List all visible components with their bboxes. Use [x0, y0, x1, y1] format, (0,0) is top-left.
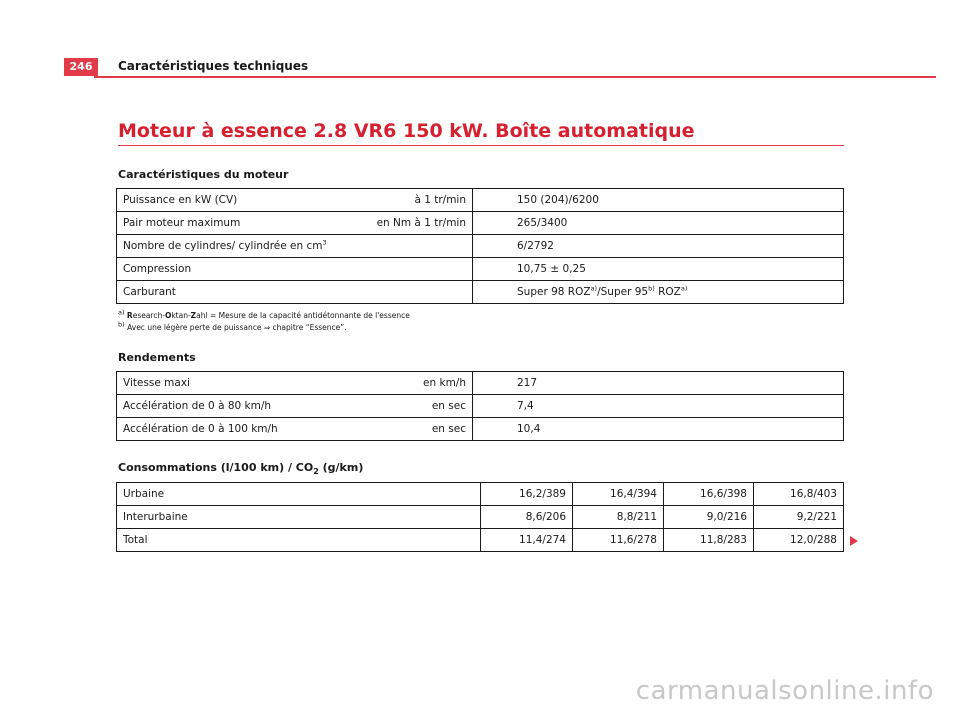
row-label: Vitesse maxi: [117, 372, 335, 395]
footnote-text: ktan-: [171, 311, 191, 320]
cell-value: 8,6/206: [481, 506, 573, 529]
table-row: [117, 529, 844, 552]
row-label: Accélération de 0 à 80 km/h: [117, 395, 335, 418]
row-value: 7,4: [473, 395, 844, 418]
row-unit: [335, 258, 473, 281]
footnote-ref: a): [590, 284, 598, 293]
footnote-ref: b): [648, 284, 655, 293]
table-row: [117, 506, 844, 529]
title-rule: [118, 145, 844, 146]
cell-value: 9,0/216: [664, 506, 754, 529]
footnote-text: esearch-: [132, 311, 165, 320]
superscript: 3: [322, 238, 327, 247]
main-title: Moteur à essence 2.8 VR6 150 kW. Boîte automatique: [118, 120, 695, 142]
row-label: Total: [117, 529, 481, 552]
table-row: [117, 395, 844, 418]
heading-text: Consommations (l/100 km) / CO: [118, 461, 314, 474]
footnote-marker: b): [118, 320, 125, 329]
page-header: [56, 58, 936, 78]
footnote-text: Avec une légère perte de puissance ⇒ chapitre “Essence”.: [127, 323, 347, 332]
engine-heading: Caractéristiques du moteur: [118, 168, 289, 181]
next-page-arrow-icon: [850, 536, 858, 546]
fuel-a: Super 98 ROZ: [517, 286, 591, 298]
cell-value: 16,2/389: [481, 483, 573, 506]
row-label: Puissance en kW (CV): [117, 189, 335, 212]
row-value: 265/3400: [473, 212, 844, 235]
header-rule: [94, 76, 936, 78]
row-label: Accélération de 0 à 100 km/h: [117, 418, 335, 441]
row-unit: à 1 tr/min: [335, 189, 473, 212]
engine-table: [116, 188, 844, 304]
footnote-text: ahl = Mesure de la capacité antidétonnante de l'essence: [196, 311, 410, 320]
footnote-b: [118, 322, 410, 334]
row-value: 217: [473, 372, 844, 395]
row-unit: en sec: [335, 418, 473, 441]
cell-value: 12,0/288: [754, 529, 844, 552]
section-title: Caractéristiques techniques: [118, 59, 309, 73]
table-row: [117, 235, 844, 258]
row-unit: en Nm à 1 tr/min: [335, 212, 473, 235]
table-row: [117, 418, 844, 441]
cell-value: 16,4/394: [573, 483, 664, 506]
row-label: [117, 235, 335, 258]
table-row: [117, 372, 844, 395]
footnote-ref: a): [680, 284, 688, 293]
table-row: [117, 281, 844, 304]
row-unit: en sec: [335, 395, 473, 418]
row-value: 10,75 ± 0,25: [473, 258, 844, 281]
fuel-b: /Super 95: [597, 286, 649, 298]
bold-letter: O: [164, 311, 172, 320]
watermark: carmanualsonline.info: [635, 676, 934, 706]
footnote-marker: a): [118, 308, 125, 317]
row-unit: en km/h: [335, 372, 473, 395]
footnotes: [118, 310, 410, 334]
performance-heading: Rendements: [118, 351, 196, 364]
row-value: [473, 281, 844, 304]
fuel-c: ROZ: [654, 286, 681, 298]
row-unit: [335, 235, 473, 258]
cell-value: 8,8/211: [573, 506, 664, 529]
table-row: [117, 212, 844, 235]
footnote-a: [118, 310, 410, 322]
row-value: 10,4: [473, 418, 844, 441]
row-value: 6/2792: [473, 235, 844, 258]
cell-value: 16,6/398: [664, 483, 754, 506]
cell-value: 11,6/278: [573, 529, 664, 552]
bold-letter: Z: [190, 311, 197, 320]
row-unit: [335, 281, 473, 304]
heading-text: (g/km): [318, 461, 364, 474]
consumption-heading: [118, 461, 363, 476]
cell-value: 9,2/221: [754, 506, 844, 529]
row-label: Compression: [117, 258, 335, 281]
row-label: Interurbaine: [117, 506, 481, 529]
table-row: [117, 483, 844, 506]
row-label: Urbaine: [117, 483, 481, 506]
cell-value: 11,4/274: [481, 529, 573, 552]
row-label: Pair moteur maximum: [117, 212, 335, 235]
row-label: Carburant: [117, 281, 335, 304]
row-label-text: Nombre de cylindres/ cylindrée en cm: [123, 240, 323, 252]
cell-value: 11,8/283: [664, 529, 754, 552]
bold-letter: R: [126, 311, 133, 320]
table-row: [117, 189, 844, 212]
page-number: 246: [64, 58, 98, 76]
cell-value: 16,8/403: [754, 483, 844, 506]
performance-table: [116, 371, 844, 441]
consumption-table: [116, 482, 844, 552]
row-value: 150 (204)/6200: [473, 189, 844, 212]
subscript: 2: [313, 467, 319, 477]
table-row: [117, 258, 844, 281]
